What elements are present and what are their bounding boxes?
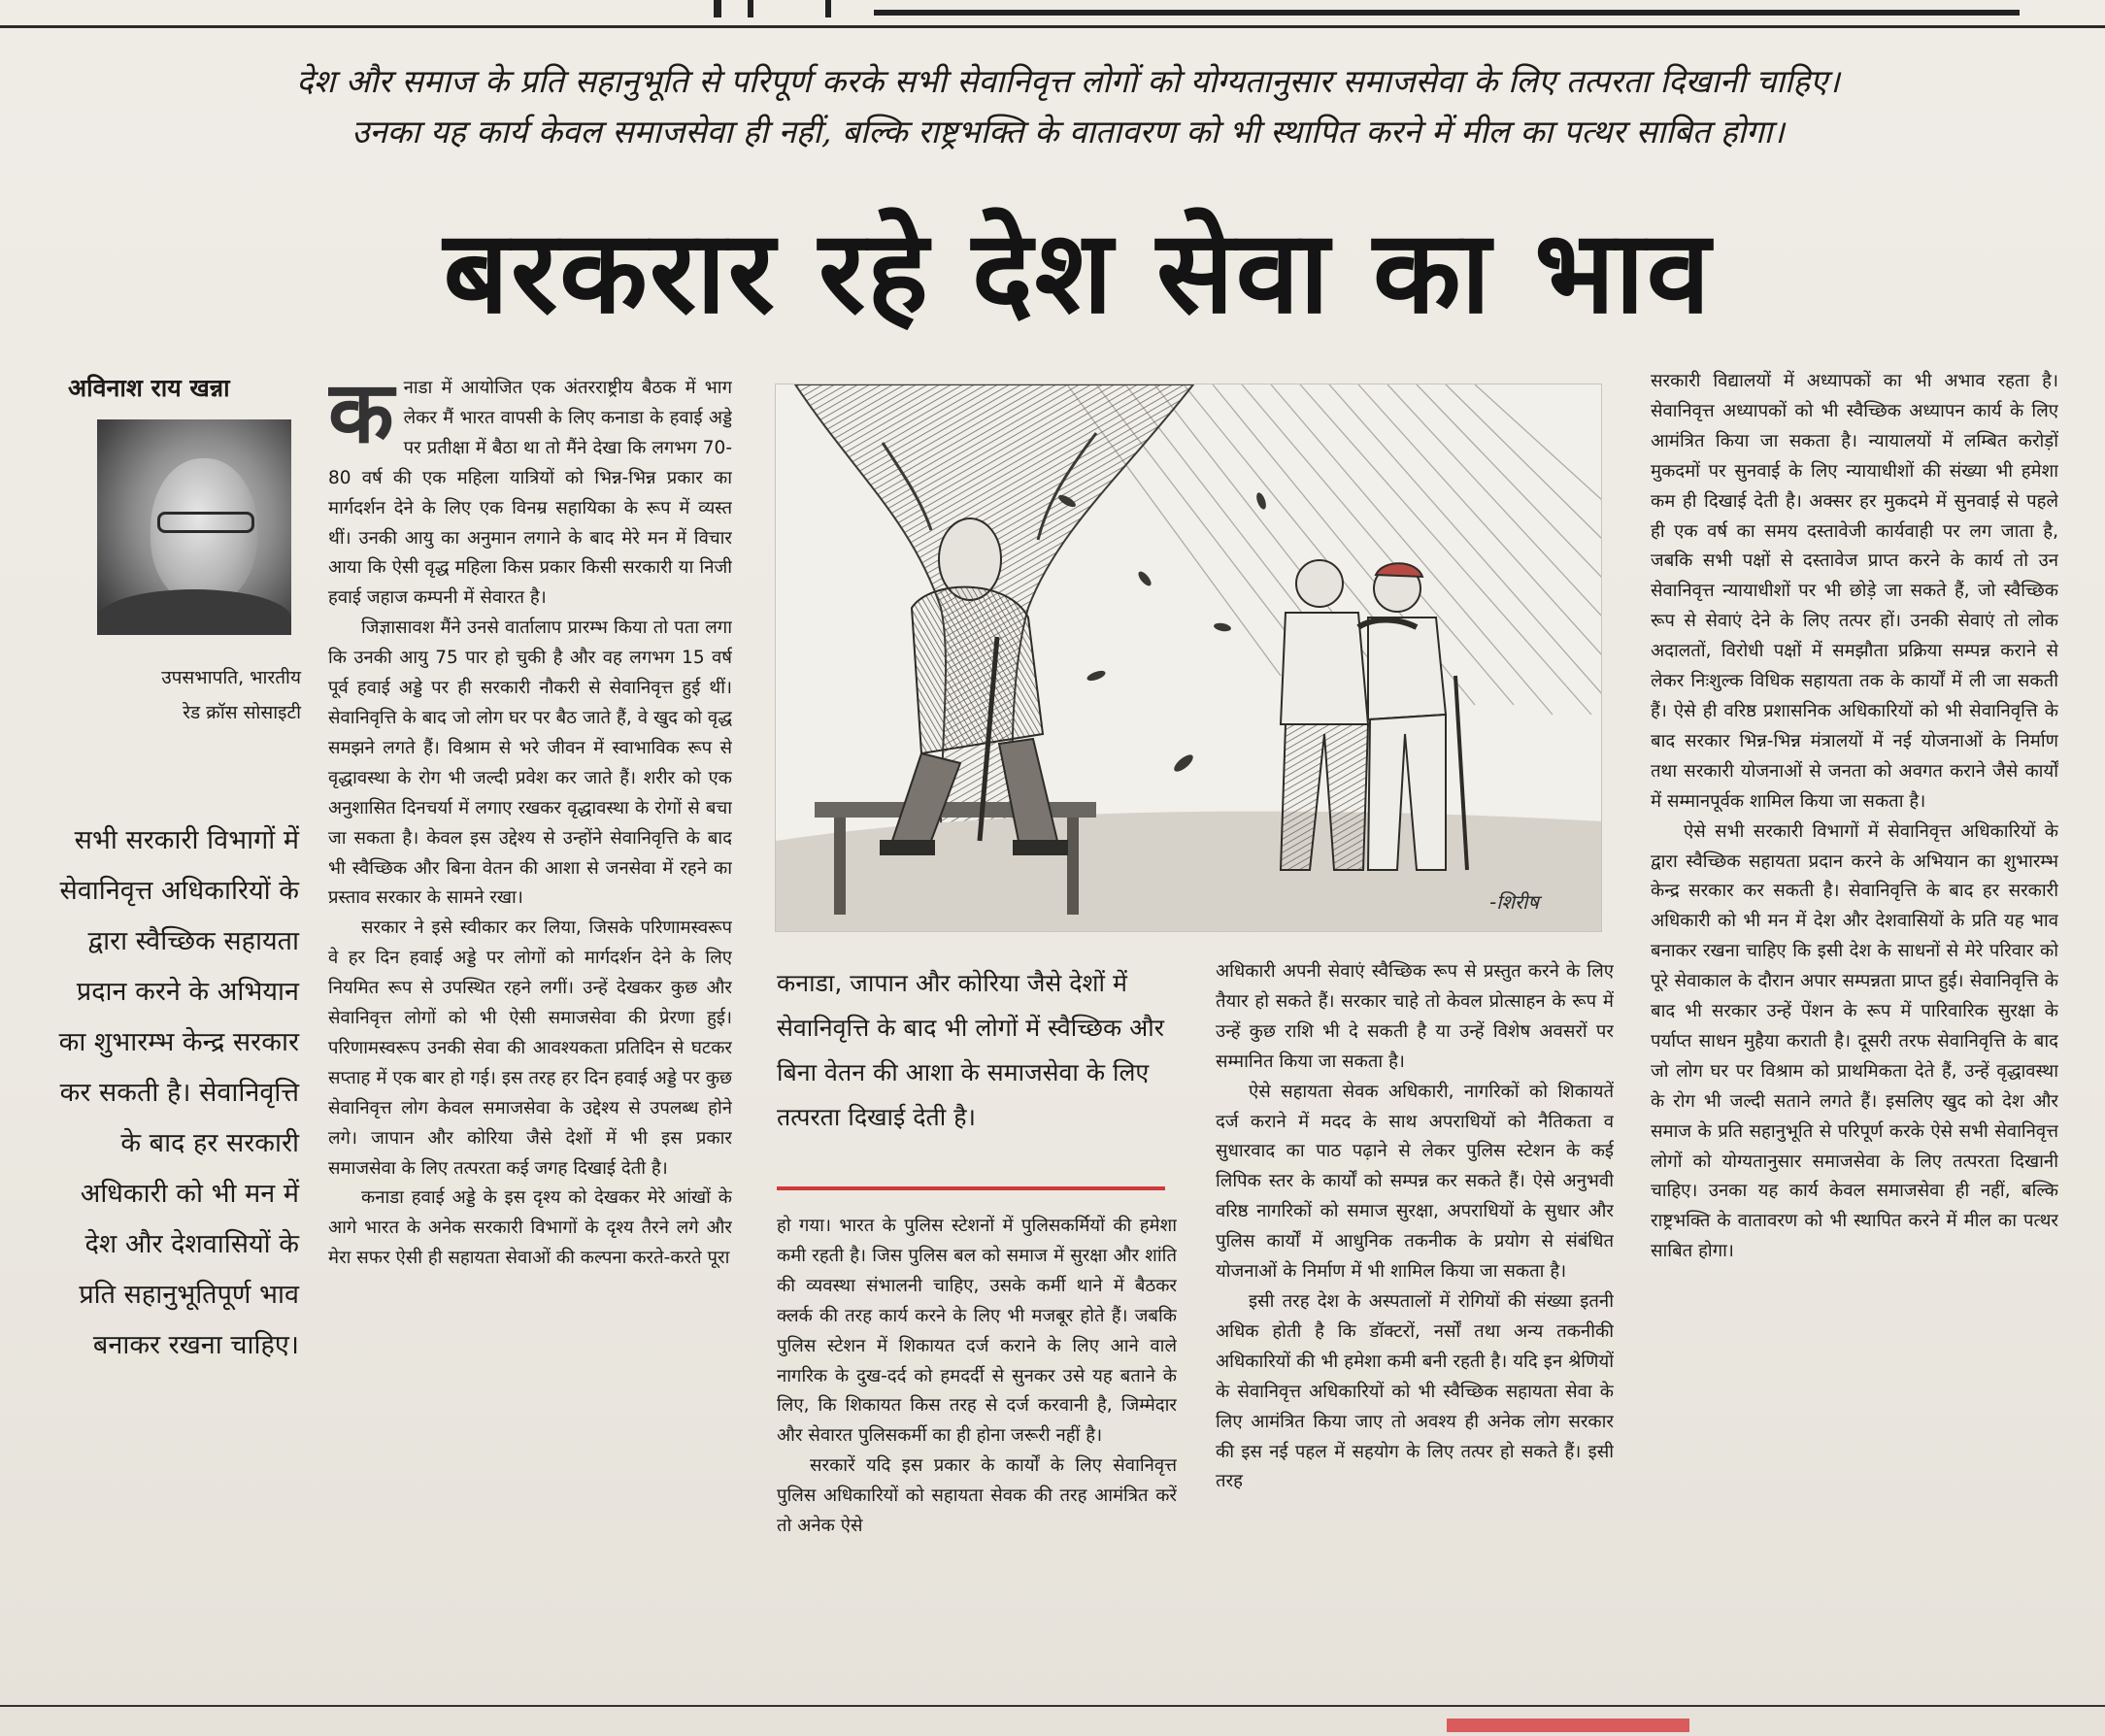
author-role (78, 660, 301, 730)
top-band (874, 10, 2020, 16)
article-deck (117, 56, 2020, 157)
bottom-red-strip (1447, 1719, 1689, 1732)
article-column-2 (777, 1212, 1177, 1687)
deck-line: उनका यह कार्य केवल समाजसेवा ही नहीं, बल्कि राष्ट्रभक्ति के वातावरण को भी स्थापित करने में मील का पत्थर साबित होगा। (351, 113, 1785, 150)
author-role-line: उपसभापति, भारतीय (161, 667, 301, 688)
article-paragraph: सरकारें यदि इस प्रकार के कार्यों के लिए सेवानिवृत्त पुलिस अधिकारियों को सहायता सेवक की तरह आमंत्रित करें तो अनेक ऐसे (777, 1455, 1177, 1537)
article-column-3 (1216, 957, 1614, 1686)
author-glasses (157, 512, 254, 533)
top-mark (714, 0, 721, 17)
article-headline: बरकरार रहे देश सेवा का भाव (443, 205, 1713, 339)
red-divider (777, 1186, 1165, 1190)
article-paragraph: ऐसे सभी सरकारी विभागों में सेवानिवृत्त अधिकारियों के द्वारा स्वैच्छिक सहायता प्रदान करने के अभियान का शुभारम्भ केन्द्र सरकार कर सकती है। सेवानिवृत्ति के बाद हर सरकारी अधिकारी को भी मन में देश और देशवासियों के प्रति यह भाव बनाकर रखना चाहिए कि इसी देश के साधनों से मेरे परिवार को पूरे सेवाकाल के दौरान अपार सम्पन्नता प्राप्त हुई। सेवानिवृत्ति के बाद भी सरकार उन्हें पेंशन के रूप में पारिवारिक सुरक्षा के पर्याप्त साधन मुहैया कराती है। दूसरी तरफ सेवानिवृत्ति के बाद जो लोग घर पर विश्राम को प्राथमिकता देते हैं, उन्हें वृद्धावस्था के रोग भी जल्दी सताने लगते हैं। इसलिए खुद को देश और समाज के प्रति सहानुभूति से परिपूर्ण करके ऐसे सभी सेवानिवृत्त लोगों को योग्यतानुसार समाजसेवा के लिए तत्परता दिखानी चाहिए। उनका यह कार्य केवल समाजसेवा ही नहीं, बल्कि राष्ट्रभक्ति के वातावरण को भी स्थापित करने में मील का पत्थर साबित होगा। (1651, 820, 2058, 1262)
article-paragraph: जिज्ञासावश मैंने उनसे वार्तालाप प्रारम्भ किया तो पता लगा कि उनकी आयु 75 पार हो चुकी है और वह लगभग 15 वर्ष पूर्व हवाई अड्डे पर ही सरकारी नौकरी से सेवानिवृत्त हुई थीं। सेवानिवृत्ति के बाद जो लोग घर पर बैठ जाते हैं, वे खुद को वृद्ध समझने लगते हैं। विश्राम से भरे जीवन में स्वाभाविक रूप से वृद्धावस्था के रोग भी जल्दी प्रवेश कर जाते हैं। शरीर को एक अनुशासित दिनचर्या में लगाए रखकर वृद्धावस्था के रोगों से बचा जा सकता है। केवल इस उद्देश्य से उन्होंने सेवानिवृत्ति के बाद भी स्वैच्छिक और बिना वेतन की आशा से जनसेवा में रहने का प्रस्ताव सरकार के सामने रखा। (328, 618, 732, 909)
deck-line: देश और समाज के प्रति सहानुभूति से परिपूर्ण करके सभी सेवानिवृत्त लोगों को योग्यतानुसार समाजसेवा के लिए तत्परता दिखानी चाहिए। (296, 62, 1840, 100)
pullquote-middle: कनाडा, जापान और कोरिया जैसे देशों में सेवानिवृत्ति के बाद भी लोगों में स्वैच्छिक और बिना वेतन की आशा के समाजसेवा के लिए तत्परता दिखाई देती है। (777, 969, 1164, 1131)
article-paragraph: अधिकारी अपनी सेवाएं स्वैच्छिक रूप से प्रस्तुत करने के लिए तैयार हो सकते हैं। सरकार चाहे तो केवल प्रोत्साहन के रूप में उन्हें कुछ राशि भी दे सकती है या उन्हें विशेष अवसरों पर सम्मानित किया जा सकता है। (1216, 961, 1614, 1072)
pullquote-left: सभी सरकारी विभागों में सेवानिवृत्त अधिकारियों के द्वारा स्वैच्छिक सहायता प्रदान करने के अभियान का शुभारम्भ केन्द्र सरकार कर सकती है। सेवानिवृत्ति के बाद हर सरकारी अधिकारी को भी मन में देश और देशवासियों के प्रति सहानुभूतिपूर्ण भाव बनाकर रखना चाहिए। (58, 825, 299, 1360)
artist-signature: -शिरीष (1489, 890, 1539, 914)
article-paragraph: सरकार ने इसे स्वीकार कर लिया, जिसके परिणामस्वरूप वे हर दिन हवाई अड्डे पर लोगों को मार्गदर्शन देने के लिए नियमित रूप से उपस्थित रहने लगीं। उन्हें देखकर कुछ और सेवानिवृत्त लोगों को भी ऐसी समाजसेवा की प्रेरणा हुई। परिणामस्वरूप उनकी सेवा की आवश्यकता प्रतिदिन से घटकर सप्ताह में एक बार हो गई। इस तरह हर दिन हवाई अड्डे पर कुछ सेवानिवृत्त लोग केवल समाजसेवा के उद्देश्य से उपलब्ध होने लगे। जापान और कोरिया जैसे देशों में भी इस प्रकार समाजसेवा के लिए तत्परता कई जगह दिखाई देती है। (328, 918, 732, 1179)
article-paragraph: कनाडा हवाई अड्डे के इस दृश्य को देखकर मेरे आंखों के आगे भारत के अनेक सरकारी विभागों के दृश्य तैरने लगे और मेरा सफर ऐसी ही सहायता सेवाओं की कल्पना करते-करते पूरा (328, 1187, 732, 1269)
article-column-4 (1651, 367, 2058, 1689)
top-mark (825, 0, 831, 17)
bottom-rule (0, 1705, 2105, 1707)
article-column-1 (328, 374, 732, 1689)
article-paragraph: सरकारी विद्यालयों में अध्यापकों का भी अभाव रहता है। सेवानिवृत्त अध्यापकों को भी स्वैच्छिक अध्यापन कार्य के लिए आमंत्रित किया जा सकता है। न्यायालयों में लम्बित करोड़ों मुकदमों पर सुनवाई के लिए न्यायाधीशों की संख्या भी हमेशा कम ही दिखाई देती है। अक्सर हर मुकदमे में सुनवाई से पहले ही एक वर्ष का समय दस्तावेजी कार्यवाही पर लग जाता है, जबकि सभी पक्षों से दस्तावेज प्राप्त करने के कार्य तो उन सेवानिवृत्त न्यायाधीशों पर भी छोड़े जा सकते हैं, जो स्वैच्छिक रूप से सेवाएं देने के लिए तत्पर हों। उनकी सेवाएं तो लोक अदालतों, विरोधी पक्षों में समझौता प्रक्रिया सम्पन्न कराने से लेकर निःशुल्क विधिक सहायता तक के कार्यों में ली जा सकती हैं। ऐसे ही वरिष्ठ प्रशासनिक अधिकारियों को भी सेवानिवृत्ति के बाद सरकार भिन्न-भिन्न मंत्रालयों में नई योजनाओं के निर्माण तथा सरकारी योजनाओं से जनता को अवगत कराने जैसे कार्यों में सम्मानपूर्वक शामिल किया जा सकता है। (1651, 371, 2058, 812)
illustration (775, 384, 1602, 932)
illustration-drawing (776, 384, 1602, 932)
author-shoulders (97, 589, 291, 635)
top-strip (0, 0, 2105, 29)
author-photo (97, 419, 291, 635)
article-paragraph: ऐसे सहायता सेवक अधिकारी, नागरिकों को शिकायतें दर्ज कराने में मदद के साथ अपराधियों को नैतिकता व सुधारवाद का पाठ पढ़ाने से लेकर पुलिस स्टेशन के कई लिपिक स्तर के कार्यों को सम्पन्न कर सकते हैं। ऐसे अनुभवी वरिष्ठ नागरिकों को समाज सुरक्षा, अपराधियों के सुधार और पुलिस कार्यों में आधुनिक तकनीक के प्रयोग से संबंधित योजनाओं के निर्माण में भी शामिल किया जा सकता है। (1216, 1081, 1614, 1283)
author-role-line: रेड क्रॉस सोसाइटी (183, 702, 301, 723)
dropcap: क (328, 374, 394, 462)
top-rule (0, 25, 2105, 28)
paragraph-text: नाडा में आयोजित एक अंतरराष्ट्रीय बैठक में भाग लेकर मैं भारत वापसी के लिए कनाडा के हवाई अड्डे पर प्रतीक्षा में बैठा था तो मैंने देखा कि लगभग 70-80 वर्ष की एक महिला यात्रियों को भिन्न-भिन्न प्रकार का मार्गदर्शन देने के लिए एक विनम्र सहायिका के रूप में व्यस्त थीं। उनकी आयु का अनुमान लगाने के बाद मेरे मन में विचार आया कि ऐसी वृद्ध महिला किस प्रकार किसी सरकारी या निजी हवाई जहाज कम्पनी में सेवारत है। (328, 378, 732, 609)
article-paragraph: इसी तरह देश के अस्पतालों में रोगियों की संख्या इतनी अधिक होती है कि डॉक्टरों, नर्सों तथा अन्य तकनीकी अधिकारियों की भी हमेशा कमी बनी रहती है। यदि इन श्रेणियों के सेवानिवृत्त अधिकारियों को भी स्वैच्छिक सहायता सेवा के लिए आमंत्रित किया जाए तो अवश्य ही अनेक लोग सरकार की इस नई पहल में सहयोग के लिए तत्पर हो सकते हैं। इसी तरह (1216, 1290, 1614, 1492)
author-name: अविनाश राय खन्ना (68, 374, 230, 402)
top-mark (748, 0, 753, 17)
article-paragraph: हो गया। भारत के पुलिस स्टेशनों में पुलिसकर्मियों की हमेशा कमी रहती है। जिस पुलिस बल को समाज में सुरक्षा और शांति की व्यवस्था संभालनी चाहिए, उसके कर्मी थाने में बैठकर क्लर्क की तरह कार्य करने के लिए भी मजबूर होते हैं। जबकि पुलिस स्टेशन में शिकायत दर्ज कराने के लिए आने वाले नागरिक के दुख-दर्द को हमदर्दी से सुनकर उसे यह बताने के लिए, कि शिकायत किस तरह से दर्ज करवानी है, जिम्मेदार और सेवारत पुलिसकर्मी का ही होना जरूरी नहीं है। (777, 1216, 1177, 1447)
article-paragraph (328, 374, 732, 614)
